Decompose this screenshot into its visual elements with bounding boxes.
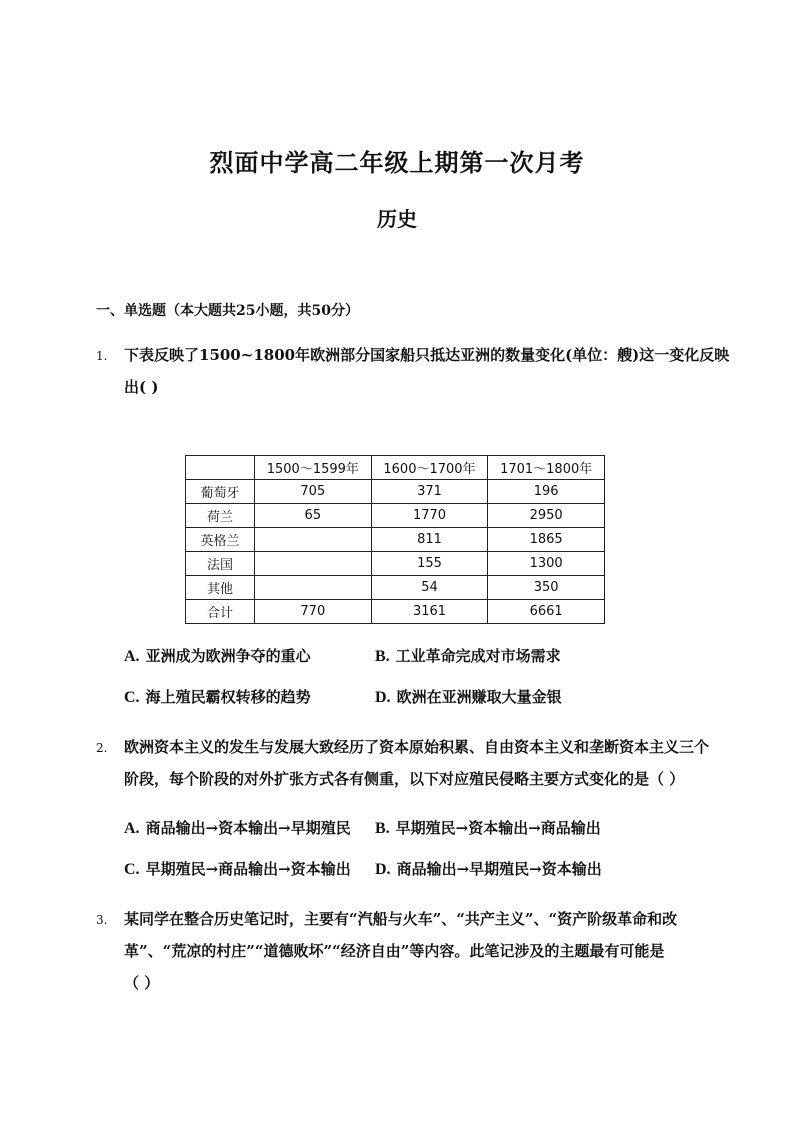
question-text-line: 阶段，每个阶段的对外扩张方式各有侧重，以下对应殖民侵略主要方式变化的是（ ） <box>124 770 685 788</box>
question-text-line: 出( ) <box>124 378 159 396</box>
table-cell: 705 <box>255 480 372 504</box>
option-a[interactable] <box>124 645 311 666</box>
ship-data-table <box>185 455 605 624</box>
table-cell: 65 <box>255 504 372 528</box>
exam-subject: 历史 <box>377 207 417 231</box>
table-cell: 1770 <box>371 504 488 528</box>
table-header-row <box>186 456 605 480</box>
table-cell: 1300 <box>488 552 605 576</box>
table-cell: 其他 <box>186 576 255 600</box>
table-cell: 荷兰 <box>186 504 255 528</box>
table-row <box>186 600 605 624</box>
option-text: 早期殖民→商品输出→资本输出 <box>145 860 351 878</box>
option-text: 早期殖民→资本输出→商品输出 <box>395 819 601 837</box>
table-row <box>186 552 605 576</box>
option-b[interactable] <box>375 645 561 666</box>
option-text: 海上殖民霸权转移的趋势 <box>145 688 311 706</box>
table-cell: 350 <box>488 576 605 600</box>
table-cell <box>255 552 372 576</box>
table-cell: 合计 <box>186 600 255 624</box>
table-cell: 770 <box>255 600 372 624</box>
table-cell <box>255 576 372 600</box>
question-number: 2. <box>96 741 108 755</box>
table-header-cell <box>186 456 255 480</box>
table-row <box>186 504 605 528</box>
option-c[interactable] <box>124 858 351 879</box>
table-cell: 英格兰 <box>186 528 255 552</box>
table-row <box>186 480 605 504</box>
option-text: 商品输出→早期殖民→资本输出 <box>396 860 602 878</box>
table-cell: 6661 <box>488 600 605 624</box>
question-number: 1. <box>96 349 108 363</box>
option-letter: C. <box>124 861 140 878</box>
table-cell: 1865 <box>488 528 605 552</box>
table-cell: 法国 <box>186 552 255 576</box>
question-text-line: （ ） <box>124 974 160 992</box>
table-cell: 葡萄牙 <box>186 480 255 504</box>
option-letter: D. <box>375 689 391 706</box>
table-row <box>186 528 605 552</box>
option-letter: D. <box>375 861 391 878</box>
option-text: 亚洲成为欧洲争夺的重心 <box>145 647 311 665</box>
option-letter: A. <box>124 648 140 665</box>
table-row <box>186 576 605 600</box>
option-letter: B. <box>375 648 390 665</box>
option-text: 欧洲在亚洲赚取大量金银 <box>396 688 562 706</box>
table-header-cell: 1500～1599年 <box>255 456 372 480</box>
option-letter: B. <box>375 820 390 837</box>
option-letter: A. <box>124 820 140 837</box>
option-b[interactable] <box>375 817 601 838</box>
table-cell: 3161 <box>371 600 488 624</box>
question-text-line: 某同学在整合历史笔记时，主要有“汽船与火车”、“共产主义”、“资产阶级革命和改 <box>124 910 678 928</box>
table-cell: 196 <box>488 480 605 504</box>
question-number: 3. <box>96 913 108 927</box>
option-d[interactable] <box>375 686 562 707</box>
option-text: 工业革命完成对市场需求 <box>395 647 561 665</box>
exam-title: 烈面中学高二年级上期第一次月考 <box>209 148 585 177</box>
option-letter: C. <box>124 689 140 706</box>
table-header-cell: 1701～1800年 <box>488 456 605 480</box>
question-text-line: 下表反映了1500~1800年欧洲部分国家船只抵达亚洲的数量变化(单位：艘)这一变化反映 <box>124 346 730 364</box>
table-cell: 2950 <box>488 504 605 528</box>
option-a[interactable] <box>124 817 351 838</box>
question-text-line: 欧洲资本主义的发生与发展大致经历了资本原始积累、自由资本主义和垄断资本主义三个 <box>124 738 710 756</box>
table-cell: 811 <box>371 528 488 552</box>
option-text: 商品输出→资本输出→早期殖民 <box>145 819 351 837</box>
option-d[interactable] <box>375 858 602 879</box>
table-cell: 371 <box>371 480 488 504</box>
table-cell <box>255 528 372 552</box>
table-cell: 54 <box>371 576 488 600</box>
section-heading: 一、单选题（本大题共25小题，共50分） <box>96 303 359 319</box>
question-text-line: 革”、“荒凉的村庄”“道德败坏”“经济自由”等内容。此笔记涉及的主题最有可能是 <box>124 942 665 960</box>
table-header-cell: 1600～1700年 <box>371 456 488 480</box>
option-c[interactable] <box>124 686 311 707</box>
table-cell: 155 <box>371 552 488 576</box>
